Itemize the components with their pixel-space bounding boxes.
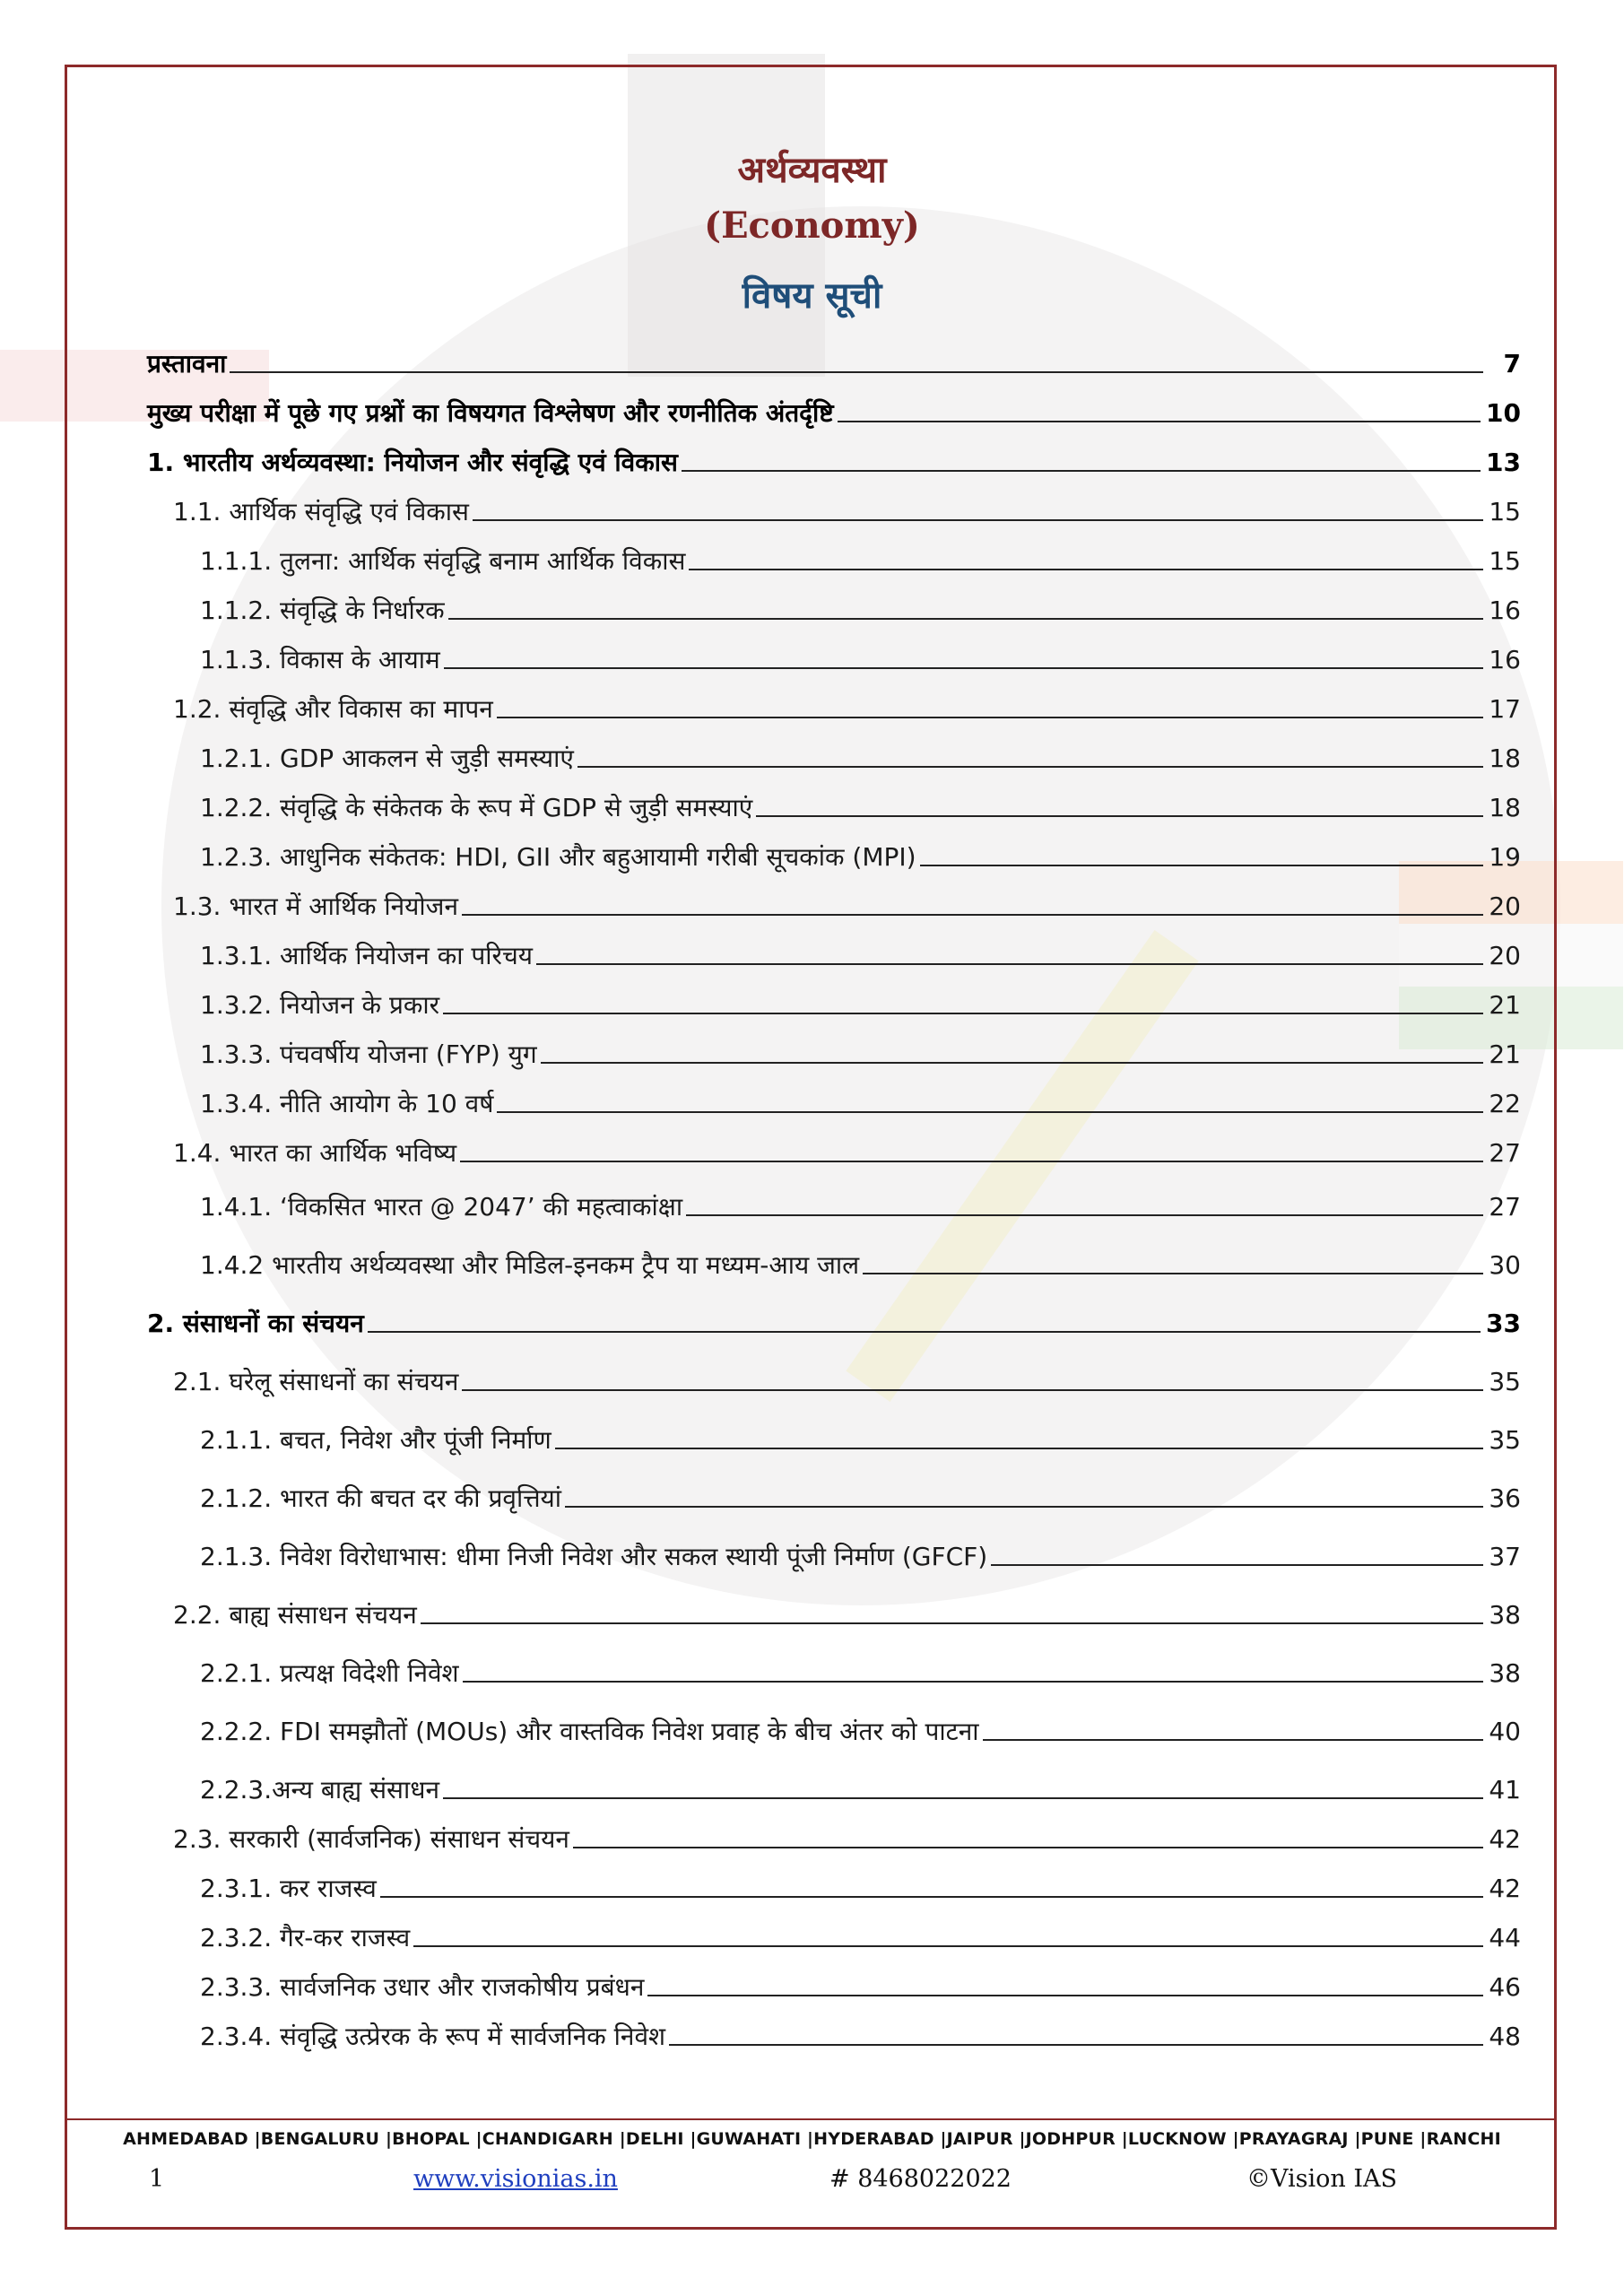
- toc-leader-line: [689, 568, 1483, 570]
- toc-leader-line: [647, 1994, 1483, 1996]
- toc-entry-page: 35: [1489, 1425, 1521, 1455]
- toc-entry[interactable]: [200, 1657, 1521, 1690]
- toc-entry-title: 1.1.2. संवृद्धि के निर्धारक: [200, 596, 445, 625]
- toc-entry[interactable]: [200, 1088, 1521, 1120]
- toc-leader-line: [462, 1388, 1483, 1391]
- toc-leader-line: [413, 1944, 1483, 1947]
- page-number: 1: [149, 2165, 165, 2193]
- toc-entry[interactable]: [200, 2021, 1521, 2053]
- toc-entry-page: 44: [1489, 1923, 1521, 1952]
- toc-leader-line: [686, 1213, 1483, 1216]
- toc-entry-page: 42: [1489, 1824, 1521, 1854]
- toc-entry-title: 1.1.1. तुलना: आर्थिक संवृद्धि बनाम आर्थिक विकास: [200, 546, 686, 576]
- toc-entry[interactable]: [200, 1774, 1521, 1806]
- toc-entry[interactable]: [200, 1873, 1521, 1905]
- toc-entry-page: 15: [1489, 546, 1521, 576]
- toc-entry-page: 13: [1486, 448, 1521, 477]
- toc-entry-title: मुख्य परीक्षा में पूछे गए प्रश्नों का विषयगत विश्लेषण और रणनीतिक अंतर्दृष्टि: [147, 398, 834, 428]
- toc-entry[interactable]: [200, 1249, 1521, 1282]
- toc-entry-title: 1.4.1. ‘विकसित भारत @ 2047’ की महत्वाकांक्षा: [200, 1192, 683, 1222]
- toc-entry-title: 1.3.1. आर्थिक नियोजन का परिचय: [200, 941, 533, 970]
- toc-entry-page: 40: [1489, 1717, 1521, 1746]
- toc-leader-line: [756, 814, 1483, 817]
- toc-entry-title: 2.3.4. संवृद्धि उत्प्रेरक के रूप में सार्वजनिक निवेश: [200, 2022, 666, 2051]
- toc-leader-line: [444, 666, 1483, 669]
- toc-entry-page: 38: [1489, 1600, 1521, 1630]
- toc-entry-page: 20: [1489, 941, 1521, 970]
- toc-leader-line: [230, 370, 1483, 373]
- footer-cities: AHMEDABAD |BENGALURU |BHOPAL |CHANDIGARH |DELHI |GUWAHATI |HYDERABAD |JAIPUR |JODHPUR |LUCKNOW |PRAYAGRAJ |PUNE |RANCHI: [123, 2129, 1501, 2149]
- toc-entry[interactable]: [200, 1191, 1521, 1223]
- toc-entry-page: 46: [1489, 1972, 1521, 2002]
- toc-entry-page: 30: [1489, 1250, 1521, 1280]
- toc-leader-line: [463, 1680, 1483, 1683]
- footer: [0, 2165, 1624, 2201]
- toc-leader-line: [838, 420, 1481, 422]
- toc-entry[interactable]: [147, 447, 1521, 479]
- toc-entry[interactable]: [173, 1366, 1521, 1398]
- toc-leader-line: [682, 469, 1481, 472]
- toc-leader-line: [473, 518, 1483, 521]
- toc-entry-title: 1.3.3. पंचवर्षीय योजना (FYP) युग: [200, 1039, 537, 1069]
- toc-entry-title: 2.1.1. बचत, निवेश और पूंजी निर्माण: [200, 1425, 551, 1455]
- toc-entry-title: 1.2.3. आधुनिक संकेतक: HDI, GII और बहुआयामी गरीबी सूचकांक (MPI): [200, 842, 916, 872]
- toc-entry[interactable]: [147, 348, 1521, 380]
- toc-entry-page: 21: [1489, 990, 1521, 1020]
- toc-entry[interactable]: [173, 1823, 1521, 1856]
- toc-entry[interactable]: [200, 1483, 1521, 1515]
- toc-entry-title: 1.4. भारत का आर्थिक भविष्य: [173, 1138, 457, 1168]
- toc-leader-line: [565, 1505, 1483, 1508]
- toc-entry-page: 27: [1489, 1138, 1521, 1168]
- toc-entry-title: 2.3.1. कर राजस्व: [200, 1874, 377, 1903]
- toc-leader-line: [920, 864, 1483, 866]
- toc-entry[interactable]: [173, 891, 1521, 923]
- toc-entry[interactable]: [173, 1599, 1521, 1631]
- toc-leader-line: [536, 962, 1483, 965]
- toc-entry-title: 1.2.2. संवृद्धि के संकेतक के रूप में GDP से जुड़ी समस्याएं: [200, 793, 753, 822]
- toc-entry-page: 27: [1489, 1192, 1521, 1222]
- toc-entry-page: 36: [1489, 1483, 1521, 1513]
- toc-entry-page: 37: [1489, 1542, 1521, 1571]
- toc-leader-line: [380, 1895, 1483, 1898]
- toc-entry-page: 19: [1489, 842, 1521, 872]
- toc-leader-line: [991, 1563, 1483, 1566]
- toc-leader-line: [443, 1012, 1483, 1014]
- toc-entry[interactable]: [173, 1137, 1521, 1170]
- toc-entry-title: 1.3. भारत में आर्थिक नियोजन: [173, 891, 458, 921]
- toc-entry-title: 2.2.2. FDI समझौतों (MOUs) और वास्तविक निवेश प्रवाह के बीच अंतर को पाटना: [200, 1717, 979, 1746]
- toc-entry-page: 18: [1489, 793, 1521, 822]
- toc-leader-line: [578, 765, 1483, 768]
- toc-entry-title: 1.2. संवृद्धि और विकास का मापन: [173, 694, 493, 724]
- toc-leader-line: [863, 1272, 1483, 1274]
- toc-leader-line: [983, 1738, 1483, 1741]
- phone-number: # 8468022022: [829, 2165, 1012, 2193]
- toc-entry-title: 2.1.2. भारत की बचत दर की प्रवृत्तियां: [200, 1483, 562, 1513]
- toc-entry-page: 16: [1489, 645, 1521, 674]
- toc-entry[interactable]: [200, 1541, 1521, 1573]
- toc-entry-title: 1.4.2 भारतीय अर्थव्यवस्था और मिडिल-इनकम ट्रैप या मध्यम-आय जाल: [200, 1250, 860, 1280]
- toc-entry-page: 18: [1489, 744, 1521, 773]
- toc-entry[interactable]: [200, 989, 1521, 1022]
- footer-divider: [65, 2118, 1557, 2120]
- toc-entry[interactable]: [200, 1922, 1521, 1954]
- toc-entry-title: 1.1. आर्थिक संवृद्धि एवं विकास: [173, 497, 469, 526]
- toc-entry[interactable]: [200, 1716, 1521, 1748]
- toc-entry-page: 16: [1489, 596, 1521, 625]
- toc-entry-title: 2. संसाधनों का संचयन: [147, 1309, 364, 1338]
- toc-entry[interactable]: [200, 595, 1521, 627]
- toc-leader-line: [497, 1110, 1483, 1113]
- toc-leader-line: [555, 1447, 1483, 1449]
- toc-leader-line: [669, 2043, 1483, 2046]
- toc-entry-title: 2.3.3. सार्वजनिक उधार और राजकोषीय प्रबंधन: [200, 1972, 645, 2002]
- toc-entry-title: 2.3. सरकारी (सार्वजनिक) संसाधन संचयन: [173, 1824, 569, 1854]
- toc-leader-line: [541, 1061, 1483, 1064]
- toc-entry-title: 1.2.1. GDP आकलन से जुड़ी समस्याएं: [200, 744, 574, 773]
- toc-entry[interactable]: [147, 397, 1521, 430]
- toc-entry[interactable]: [173, 496, 1521, 528]
- toc-entry-page: 7: [1503, 349, 1521, 378]
- toc-entry[interactable]: [200, 644, 1521, 676]
- toc-entry-title: 1.3.2. नियोजन के प्रकार: [200, 990, 440, 1020]
- toc-entry-page: 17: [1489, 694, 1521, 724]
- toc-entry-title: 1.1.3. विकास के आयाम: [200, 645, 440, 674]
- copyright: ©Vision IAS: [1246, 2165, 1398, 2193]
- toc-leader-line: [573, 1846, 1483, 1848]
- toc-entry-page: 33: [1486, 1309, 1521, 1338]
- toc-entry[interactable]: [200, 743, 1521, 775]
- toc-entry[interactable]: [200, 792, 1521, 824]
- toc-entry-page: 22: [1489, 1089, 1521, 1118]
- toc-leader-line: [460, 1160, 1483, 1162]
- toc-entry[interactable]: [200, 940, 1521, 972]
- toc-entry-title: प्रस्तावना: [147, 349, 227, 378]
- toc-leader-line: [462, 913, 1483, 916]
- toc-entry[interactable]: [173, 693, 1521, 726]
- toc-entry-page: 35: [1489, 1367, 1521, 1396]
- toc-entry-title: 2.2.1. प्रत्यक्ष विदेशी निवेश: [200, 1658, 459, 1688]
- toc-entry-title: 2.1.3. निवेश विरोधाभास: धीमा निजी निवेश और सकल स्थायी पूंजी निर्माण (GFCF): [200, 1542, 988, 1571]
- toc-entry[interactable]: [147, 1308, 1521, 1340]
- website-link[interactable]: www.visionias.in: [413, 2165, 618, 2193]
- toc-entry[interactable]: [200, 1039, 1521, 1071]
- toc-entry-page: 10: [1486, 398, 1521, 428]
- toc-entry-page: 20: [1489, 891, 1521, 921]
- toc-entry-title: 2.2.3.अन्य बाह्य संसाधन: [200, 1775, 439, 1805]
- toc-entry-page: 42: [1489, 1874, 1521, 1903]
- toc-entry[interactable]: [200, 841, 1521, 874]
- toc-leader-line: [448, 617, 1483, 620]
- toc-entry-title: 2.2. बाह्य संसाधन संचयन: [173, 1600, 417, 1630]
- toc-entry[interactable]: [200, 1971, 1521, 2004]
- toc-entry-page: 38: [1489, 1658, 1521, 1688]
- toc-entry-page: 41: [1489, 1775, 1521, 1805]
- page-title-english: (Economy): [704, 204, 920, 247]
- toc-entry-page: 48: [1489, 2022, 1521, 2051]
- toc-leader-line: [497, 716, 1483, 718]
- toc-entry-title: 1.3.4. नीति आयोग के 10 वर्ष: [200, 1089, 494, 1118]
- toc-entry[interactable]: [200, 1424, 1521, 1457]
- toc-entry-title: 1. भारतीय अर्थव्यवस्था: नियोजन और संवृद्धि एवं विकास: [147, 448, 678, 477]
- toc-leader-line: [368, 1330, 1481, 1333]
- toc-entry-page: 21: [1489, 1039, 1521, 1069]
- toc-entry-title: 2.1. घरेलू संसाधनों का संचयन: [173, 1367, 459, 1396]
- toc-heading: विषय सूची: [742, 274, 882, 317]
- toc-entry-page: 15: [1489, 497, 1521, 526]
- toc-entry-title: 2.3.2. गैर-कर राजस्व: [200, 1923, 411, 1952]
- page-title-hindi: अर्थव्यवस्था: [737, 149, 887, 191]
- toc-leader-line: [421, 1622, 1483, 1624]
- toc-entry[interactable]: [200, 545, 1521, 578]
- toc-leader-line: [443, 1796, 1483, 1799]
